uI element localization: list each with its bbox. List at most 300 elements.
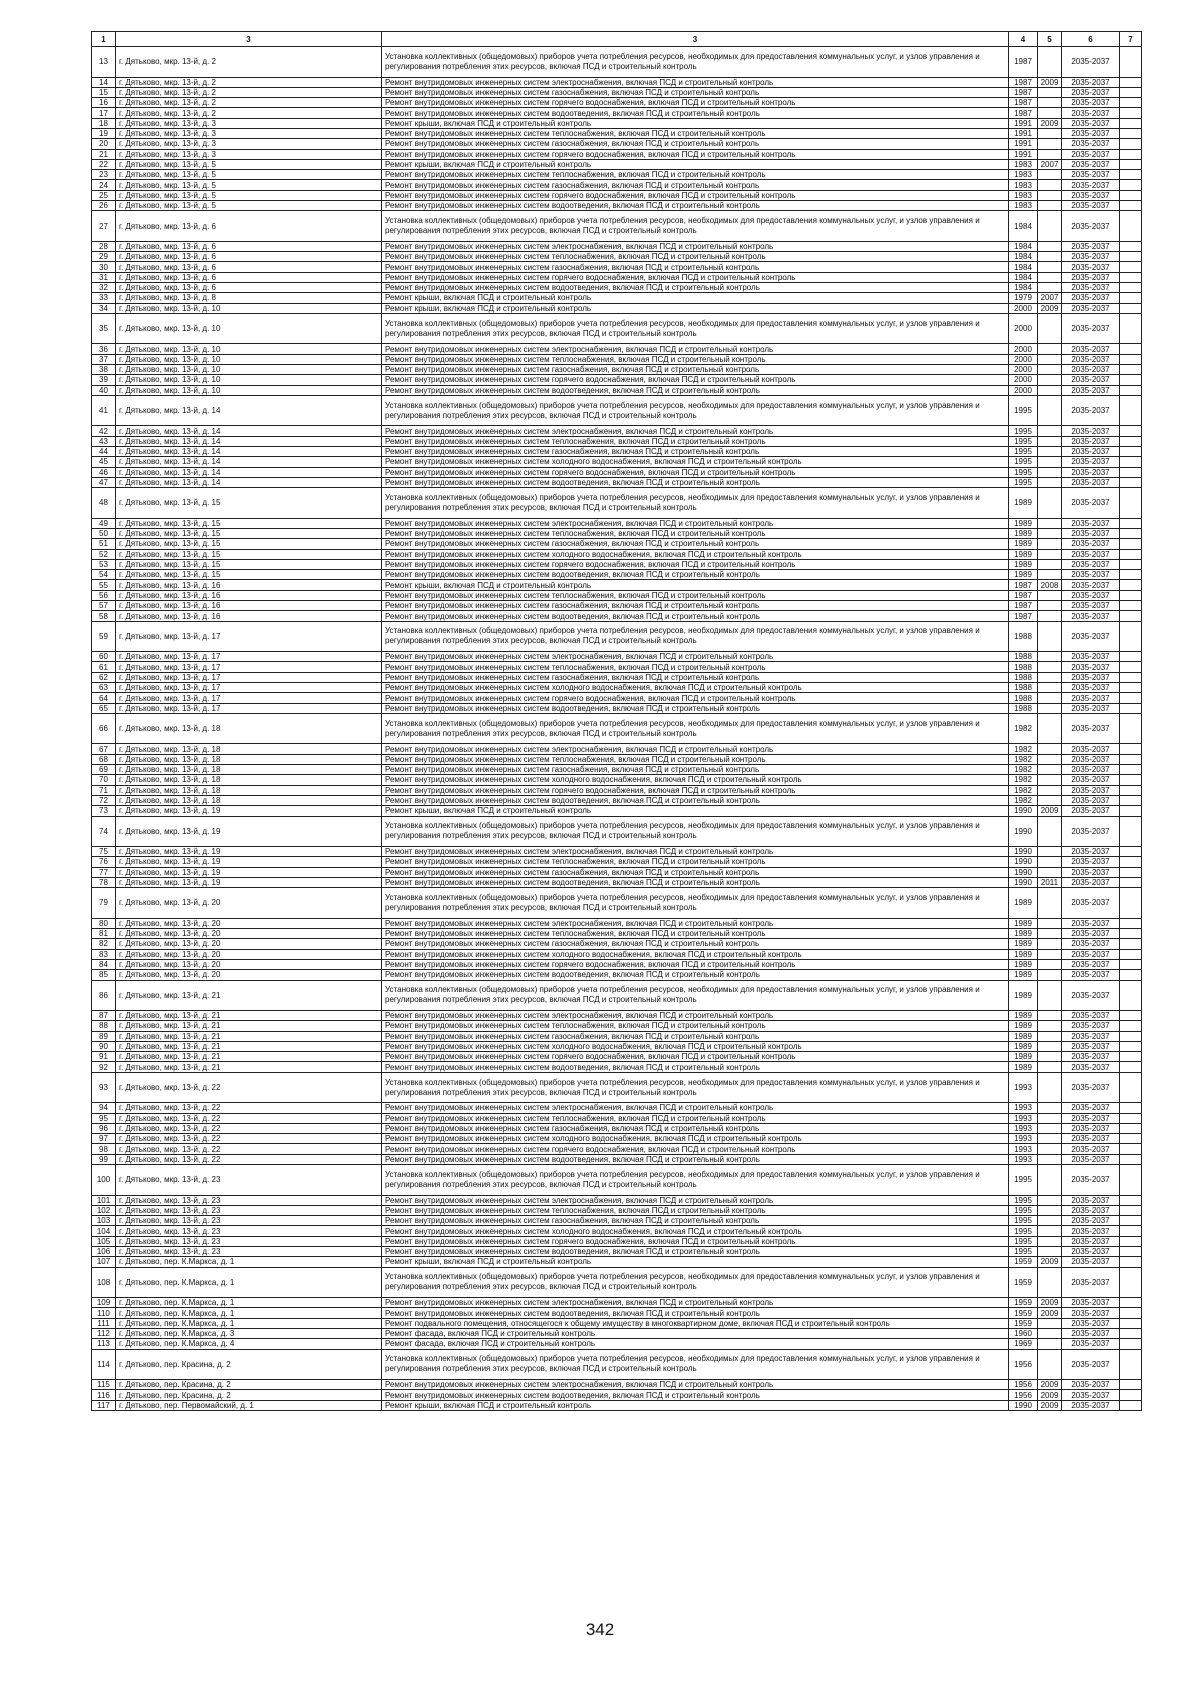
build-year-cell: 1956 xyxy=(1009,1380,1038,1390)
extra-cell xyxy=(1120,703,1142,713)
extra-cell xyxy=(1120,303,1142,313)
address-cell: г. Дятьково, мкр. 13-й, д. 22 xyxy=(116,1144,382,1154)
work-type-cell: Установка коллективных (общедомовых) приборов учета потребления ресурсов, необходимых для предоставления коммунальных услуг, и узлов управления и регулирования потребления этих ресурсов, включая ПСД и строительный контроль xyxy=(382,816,1009,847)
planned-period-cell: 2035-2037 xyxy=(1062,128,1120,138)
row-number: 47 xyxy=(92,477,116,487)
work-type-cell: Ремонт внутридомовых инженерных систем горячего водоснабжения, включая ПСД и строительный контроль xyxy=(382,959,1009,969)
row-number: 23 xyxy=(92,170,116,180)
planned-period-cell: 2035-2037 xyxy=(1062,272,1120,282)
planned-period-cell: 2035-2037 xyxy=(1062,672,1120,682)
address-cell: г. Дятьково, мкр. 13-й, д. 21 xyxy=(116,1031,382,1041)
table-row xyxy=(92,1062,1142,1072)
address-cell: г. Дятьково, мкр. 13-й, д. 10 xyxy=(116,385,382,395)
build-year-cell: 1987 xyxy=(1009,87,1038,97)
last-repair-year-cell xyxy=(1038,621,1062,652)
header-col-1: 1 xyxy=(92,32,116,47)
row-number: 26 xyxy=(92,201,116,211)
work-type-cell: Ремонт внутридомовых инженерных систем электроснабжения, включая ПСД и строительный контроль xyxy=(382,744,1009,754)
address-cell: г. Дятьково, мкр. 13-й, д. 23 xyxy=(116,1195,382,1205)
build-year-cell: 1956 xyxy=(1009,1349,1038,1380)
last-repair-year-cell: 2007 xyxy=(1038,293,1062,303)
row-number: 40 xyxy=(92,385,116,395)
last-repair-year-cell xyxy=(1038,1236,1062,1246)
last-repair-year-cell: 2009 xyxy=(1038,1380,1062,1390)
work-type-cell: Ремонт крыши, включая ПСД и строительный контроль xyxy=(382,293,1009,303)
work-type-cell: Ремонт внутридомовых инженерных систем водоотведения, включая ПСД и строительный контроль xyxy=(382,108,1009,118)
last-repair-year-cell: 2009 xyxy=(1038,77,1062,87)
last-repair-year-cell xyxy=(1038,683,1062,693)
address-cell: г. Дятьково, мкр. 13-й, д. 20 xyxy=(116,959,382,969)
extra-cell xyxy=(1120,867,1142,877)
extra-cell xyxy=(1120,467,1142,477)
build-year-cell: 1983 xyxy=(1009,159,1038,169)
address-cell: г. Дятьково, пер. К.Маркса, д. 1 xyxy=(116,1267,382,1298)
last-repair-year-cell xyxy=(1038,1103,1062,1113)
address-cell: г. Дятьково, мкр. 13-й, д. 3 xyxy=(116,128,382,138)
row-number: 59 xyxy=(92,621,116,652)
work-type-cell: Установка коллективных (общедомовых) приборов учета потребления ресурсов, необходимых для предоставления коммунальных услуг, и узлов управления и регулирования потребления этих ресурсов, включая ПСД и строительный контроль xyxy=(382,1072,1009,1103)
address-cell: г. Дятьково, мкр. 13-й, д. 16 xyxy=(116,611,382,621)
extra-cell xyxy=(1120,1349,1142,1380)
row-number: 22 xyxy=(92,159,116,169)
last-repair-year-cell xyxy=(1038,149,1062,159)
work-type-cell: Ремонт внутридомовых инженерных систем водоотведения, включая ПСД и строительный контроль xyxy=(382,611,1009,621)
work-type-cell: Ремонт внутридомовых инженерных систем теплоснабжения, включая ПСД и строительный контроль xyxy=(382,252,1009,262)
address-cell: г. Дятьково, мкр. 13-й, д. 22 xyxy=(116,1103,382,1113)
extra-cell xyxy=(1120,559,1142,569)
address-cell: г. Дятьково, мкр. 13-й, д. 23 xyxy=(116,1165,382,1196)
extra-cell xyxy=(1120,395,1142,426)
table-row xyxy=(92,1247,1142,1257)
build-year-cell: 1987 xyxy=(1009,580,1038,590)
table-row xyxy=(92,693,1142,703)
row-number: 75 xyxy=(92,847,116,857)
row-number: 24 xyxy=(92,180,116,190)
row-number: 113 xyxy=(92,1339,116,1349)
address-cell: г. Дятьково, мкр. 13-й, д. 10 xyxy=(116,313,382,344)
table-row xyxy=(92,621,1142,652)
address-cell: г. Дятьково, мкр. 13-й, д. 23 xyxy=(116,1236,382,1246)
build-year-cell: 1988 xyxy=(1009,621,1038,652)
address-cell: г. Дятьково, мкр. 13-й, д. 2 xyxy=(116,87,382,97)
build-year-cell: 2000 xyxy=(1009,375,1038,385)
last-repair-year-cell xyxy=(1038,190,1062,200)
build-year-cell: 1991 xyxy=(1009,118,1038,128)
address-cell: г. Дятьково, мкр. 13-й, д. 21 xyxy=(116,1021,382,1031)
address-cell: г. Дятьково, мкр. 13-й, д. 5 xyxy=(116,170,382,180)
work-type-cell: Ремонт внутридомовых инженерных систем водоотведения, включая ПСД и строительный контроль xyxy=(382,1154,1009,1164)
work-type-cell: Ремонт внутридомовых инженерных систем электроснабжения, включая ПСД и строительный контроль xyxy=(382,77,1009,87)
table-row xyxy=(92,1154,1142,1164)
extra-cell xyxy=(1120,375,1142,385)
extra-cell xyxy=(1120,713,1142,744)
build-year-cell: 1989 xyxy=(1009,929,1038,939)
planned-period-cell: 2035-2037 xyxy=(1062,539,1120,549)
row-number: 25 xyxy=(92,190,116,200)
build-year-cell: 1990 xyxy=(1009,867,1038,877)
address-cell: г. Дятьково, мкр. 13-й, д. 5 xyxy=(116,190,382,200)
address-cell: г. Дятьково, пер. К.Маркса, д. 1 xyxy=(116,1318,382,1328)
build-year-cell: 2000 xyxy=(1009,385,1038,395)
extra-cell xyxy=(1120,1154,1142,1164)
row-number: 37 xyxy=(92,354,116,364)
build-year-cell: 2000 xyxy=(1009,354,1038,364)
last-repair-year-cell xyxy=(1038,795,1062,805)
work-type-cell: Ремонт внутридомовых инженерных систем горячего водоснабжения, включая ПСД и строительный контроль xyxy=(382,98,1009,108)
table-row xyxy=(92,795,1142,805)
row-number: 66 xyxy=(92,713,116,744)
extra-cell xyxy=(1120,1144,1142,1154)
extra-cell xyxy=(1120,1205,1142,1215)
table-row xyxy=(92,1339,1142,1349)
address-cell: г. Дятьково, мкр. 13-й, д. 20 xyxy=(116,939,382,949)
address-cell: г. Дятьково, мкр. 13-й, д. 2 xyxy=(116,98,382,108)
planned-period-cell: 2035-2037 xyxy=(1062,457,1120,467)
work-type-cell: Ремонт внутридомовых инженерных систем горячего водоснабжения, включая ПСД и строительный контроль xyxy=(382,693,1009,703)
row-number: 72 xyxy=(92,795,116,805)
last-repair-year-cell xyxy=(1038,1154,1062,1164)
address-cell: г. Дятьково, мкр. 13-й, д. 18 xyxy=(116,744,382,754)
row-number: 99 xyxy=(92,1154,116,1164)
table-row xyxy=(92,313,1142,344)
planned-period-cell: 2035-2037 xyxy=(1062,149,1120,159)
table-row xyxy=(92,262,1142,272)
planned-period-cell: 2035-2037 xyxy=(1062,180,1120,190)
last-repair-year-cell xyxy=(1038,426,1062,436)
build-year-cell: 1969 xyxy=(1009,1339,1038,1349)
address-cell: г. Дятьково, мкр. 13-й, д. 3 xyxy=(116,118,382,128)
extra-cell xyxy=(1120,262,1142,272)
work-type-cell: Ремонт внутридомовых инженерных систем электроснабжения, включая ПСД и строительный контроль xyxy=(382,918,1009,928)
address-cell: г. Дятьково, мкр. 13-й, д. 17 xyxy=(116,693,382,703)
last-repair-year-cell xyxy=(1038,672,1062,682)
work-type-cell: Ремонт внутридомовых инженерных систем газоснабжения, включая ПСД и строительный контроль xyxy=(382,1031,1009,1041)
address-cell: г. Дятьково, мкр. 13-й, д. 6 xyxy=(116,252,382,262)
extra-cell xyxy=(1120,170,1142,180)
table-row xyxy=(92,1165,1142,1196)
extra-cell xyxy=(1120,477,1142,487)
last-repair-year-cell xyxy=(1038,918,1062,928)
planned-period-cell: 2035-2037 xyxy=(1062,1380,1120,1390)
address-cell: г. Дятьково, мкр. 13-й, д. 16 xyxy=(116,580,382,590)
row-number: 45 xyxy=(92,457,116,467)
extra-cell xyxy=(1120,601,1142,611)
row-number: 116 xyxy=(92,1390,116,1400)
row-number: 90 xyxy=(92,1041,116,1051)
row-number: 17 xyxy=(92,108,116,118)
table-row xyxy=(92,190,1142,200)
last-repair-year-cell xyxy=(1038,1205,1062,1215)
table-row xyxy=(92,1041,1142,1051)
work-type-cell: Ремонт внутридомовых инженерных систем газоснабжения, включая ПСД и строительный контроль xyxy=(382,1123,1009,1133)
table-row xyxy=(92,1318,1142,1328)
row-number: 39 xyxy=(92,375,116,385)
row-number: 106 xyxy=(92,1247,116,1257)
header-col-4: 4 xyxy=(1009,32,1038,47)
planned-period-cell: 2035-2037 xyxy=(1062,775,1120,785)
table-row xyxy=(92,128,1142,138)
table-row xyxy=(92,929,1142,939)
table-row xyxy=(92,211,1142,242)
table-row xyxy=(92,857,1142,867)
last-repair-year-cell xyxy=(1038,170,1062,180)
address-cell: г. Дятьково, мкр. 13-й, д. 22 xyxy=(116,1134,382,1144)
header-col-2: 3 xyxy=(116,32,382,47)
last-repair-year-cell xyxy=(1038,344,1062,354)
table-row xyxy=(92,365,1142,375)
work-type-cell: Ремонт внутридомовых инженерных систем холодного водоснабжения, включая ПСД и строительный контроль xyxy=(382,549,1009,559)
row-number: 102 xyxy=(92,1205,116,1215)
planned-period-cell: 2035-2037 xyxy=(1062,785,1120,795)
work-type-cell: Ремонт внутридомовых инженерных систем электроснабжения, включая ПСД и строительный контроль xyxy=(382,344,1009,354)
row-number: 97 xyxy=(92,1134,116,1144)
build-year-cell: 1960 xyxy=(1009,1329,1038,1339)
planned-period-cell: 2035-2037 xyxy=(1062,518,1120,528)
row-number: 68 xyxy=(92,754,116,764)
extra-cell xyxy=(1120,272,1142,282)
work-type-cell: Ремонт внутридомовых инженерных систем теплоснабжения, включая ПСД и строительный контроль xyxy=(382,754,1009,764)
last-repair-year-cell xyxy=(1038,590,1062,600)
address-cell: г. Дятьково, мкр. 13-й, д. 10 xyxy=(116,303,382,313)
extra-cell xyxy=(1120,959,1142,969)
table-row xyxy=(92,672,1142,682)
table-row xyxy=(92,477,1142,487)
build-year-cell: 1982 xyxy=(1009,785,1038,795)
work-type-cell: Ремонт внутридомовых инженерных систем горячего водоснабжения, включая ПСД и строительный контроль xyxy=(382,1144,1009,1154)
extra-cell xyxy=(1120,611,1142,621)
build-year-cell: 1990 xyxy=(1009,816,1038,847)
header-col-6: 6 xyxy=(1062,32,1120,47)
row-number: 108 xyxy=(92,1267,116,1298)
build-year-cell: 1984 xyxy=(1009,272,1038,282)
planned-period-cell: 2035-2037 xyxy=(1062,488,1120,519)
last-repair-year-cell xyxy=(1038,847,1062,857)
row-number: 54 xyxy=(92,570,116,580)
planned-period-cell: 2035-2037 xyxy=(1062,1308,1120,1318)
row-number: 43 xyxy=(92,436,116,446)
work-type-cell: Ремонт внутридомовых инженерных систем теплоснабжения, включая ПСД и строительный контроль xyxy=(382,128,1009,138)
row-number: 94 xyxy=(92,1103,116,1113)
address-cell: г. Дятьково, мкр. 13-й, д. 5 xyxy=(116,159,382,169)
planned-period-cell: 2035-2037 xyxy=(1062,1165,1120,1196)
extra-cell xyxy=(1120,118,1142,128)
address-cell: г. Дятьково, пер. К.Маркса, д. 3 xyxy=(116,1329,382,1339)
extra-cell xyxy=(1120,570,1142,580)
last-repair-year-cell xyxy=(1038,693,1062,703)
header-col-7: 7 xyxy=(1120,32,1142,47)
last-repair-year-cell xyxy=(1038,1123,1062,1133)
table-row xyxy=(92,108,1142,118)
extra-cell xyxy=(1120,1113,1142,1123)
table-row xyxy=(92,683,1142,693)
work-type-cell: Ремонт крыши, включая ПСД и строительный контроль xyxy=(382,580,1009,590)
address-cell: г. Дятьково, мкр. 13-й, д. 21 xyxy=(116,1011,382,1021)
last-repair-year-cell xyxy=(1038,283,1062,293)
work-type-cell: Ремонт фасада, включая ПСД и строительный контроль xyxy=(382,1339,1009,1349)
build-year-cell: 1995 xyxy=(1009,1226,1038,1236)
build-year-cell: 1987 xyxy=(1009,601,1038,611)
planned-period-cell: 2035-2037 xyxy=(1062,1390,1120,1400)
build-year-cell: 1989 xyxy=(1009,549,1038,559)
planned-period-cell: 2035-2037 xyxy=(1062,303,1120,313)
address-cell: г. Дятьково, мкр. 13-й, д. 19 xyxy=(116,857,382,867)
work-type-cell: Ремонт внутридомовых инженерных систем водоотведения, включая ПСД и строительный контроль xyxy=(382,477,1009,487)
row-number: 42 xyxy=(92,426,116,436)
planned-period-cell: 2035-2037 xyxy=(1062,621,1120,652)
last-repair-year-cell: 2009 xyxy=(1038,1298,1062,1308)
table-row xyxy=(92,303,1142,313)
extra-cell xyxy=(1120,385,1142,395)
build-year-cell: 1991 xyxy=(1009,128,1038,138)
last-repair-year-cell xyxy=(1038,529,1062,539)
planned-period-cell: 2035-2037 xyxy=(1062,252,1120,262)
planned-period-cell: 2035-2037 xyxy=(1062,877,1120,887)
row-number: 36 xyxy=(92,344,116,354)
extra-cell xyxy=(1120,1021,1142,1031)
planned-period-cell: 2035-2037 xyxy=(1062,1247,1120,1257)
planned-period-cell: 2035-2037 xyxy=(1062,77,1120,87)
last-repair-year-cell xyxy=(1038,1165,1062,1196)
extra-cell xyxy=(1120,939,1142,949)
row-number: 13 xyxy=(92,47,116,78)
extra-cell xyxy=(1120,1103,1142,1113)
table-row xyxy=(92,87,1142,97)
table-row xyxy=(92,1216,1142,1226)
address-cell: г. Дятьково, мкр. 13-й, д. 22 xyxy=(116,1154,382,1164)
planned-period-cell: 2035-2037 xyxy=(1062,1267,1120,1298)
work-type-cell: Ремонт внутридомовых инженерных систем холодного водоснабжения, включая ПСД и строительный контроль xyxy=(382,683,1009,693)
work-type-cell: Ремонт внутридомовых инженерных систем электроснабжения, включая ПСД и строительный контроль xyxy=(382,1195,1009,1205)
row-number: 64 xyxy=(92,693,116,703)
last-repair-year-cell xyxy=(1038,1031,1062,1041)
table-row xyxy=(92,1236,1142,1246)
planned-period-cell: 2035-2037 xyxy=(1062,159,1120,169)
address-cell: г. Дятьково, мкр. 13-й, д. 3 xyxy=(116,139,382,149)
build-year-cell: 1990 xyxy=(1009,877,1038,887)
planned-period-cell: 2035-2037 xyxy=(1062,1195,1120,1205)
work-type-cell: Ремонт внутридомовых инженерных систем водоотведения, включая ПСД и строительный контроль xyxy=(382,1247,1009,1257)
address-cell: г. Дятьково, мкр. 13-й, д. 8 xyxy=(116,293,382,303)
row-number: 84 xyxy=(92,959,116,969)
table-row xyxy=(92,1072,1142,1103)
table-row xyxy=(92,1257,1142,1267)
table-row xyxy=(92,1308,1142,1318)
extra-cell xyxy=(1120,201,1142,211)
last-repair-year-cell xyxy=(1038,385,1062,395)
table-row xyxy=(92,149,1142,159)
last-repair-year-cell xyxy=(1038,1041,1062,1051)
planned-period-cell: 2035-2037 xyxy=(1062,939,1120,949)
table-row xyxy=(92,662,1142,672)
last-repair-year-cell xyxy=(1038,570,1062,580)
extra-cell xyxy=(1120,426,1142,436)
address-cell: г. Дятьково, мкр. 13-й, д. 23 xyxy=(116,1205,382,1215)
last-repair-year-cell xyxy=(1038,108,1062,118)
table-row xyxy=(92,170,1142,180)
build-year-cell: 1989 xyxy=(1009,529,1038,539)
build-year-cell: 1989 xyxy=(1009,1041,1038,1051)
table-row xyxy=(92,1103,1142,1113)
address-cell: г. Дятьково, мкр. 13-й, д. 15 xyxy=(116,488,382,519)
work-type-cell: Установка коллективных (общедомовых) приборов учета потребления ресурсов, необходимых для предоставления коммунальных услуг, и узлов управления и регулирования потребления этих ресурсов, включая ПСД и строительный контроль xyxy=(382,395,1009,426)
planned-period-cell: 2035-2037 xyxy=(1062,570,1120,580)
table-row xyxy=(92,754,1142,764)
row-number: 105 xyxy=(92,1236,116,1246)
extra-cell xyxy=(1120,1318,1142,1328)
planned-period-cell: 2035-2037 xyxy=(1062,1154,1120,1164)
table-row xyxy=(92,1400,1142,1410)
build-year-cell: 1983 xyxy=(1009,170,1038,180)
row-number: 93 xyxy=(92,1072,116,1103)
last-repair-year-cell xyxy=(1038,375,1062,385)
last-repair-year-cell xyxy=(1038,1011,1062,1021)
planned-period-cell: 2035-2037 xyxy=(1062,795,1120,805)
last-repair-year-cell xyxy=(1038,313,1062,344)
last-repair-year-cell xyxy=(1038,549,1062,559)
work-type-cell: Ремонт внутридомовых инженерных систем водоотведения, включая ПСД и строительный контроль xyxy=(382,283,1009,293)
last-repair-year-cell xyxy=(1038,611,1062,621)
build-year-cell: 1959 xyxy=(1009,1257,1038,1267)
planned-period-cell: 2035-2037 xyxy=(1062,1205,1120,1215)
planned-period-cell: 2035-2037 xyxy=(1062,847,1120,857)
extra-cell xyxy=(1120,457,1142,467)
row-number: 28 xyxy=(92,241,116,251)
extra-cell xyxy=(1120,1134,1142,1144)
planned-period-cell: 2035-2037 xyxy=(1062,1134,1120,1144)
row-number: 86 xyxy=(92,980,116,1011)
last-repair-year-cell xyxy=(1038,1216,1062,1226)
planned-period-cell: 2035-2037 xyxy=(1062,1144,1120,1154)
planned-period-cell: 2035-2037 xyxy=(1062,888,1120,919)
table-row xyxy=(92,1380,1142,1390)
row-number: 61 xyxy=(92,662,116,672)
planned-period-cell: 2035-2037 xyxy=(1062,559,1120,569)
address-cell: г. Дятьково, мкр. 13-й, д. 18 xyxy=(116,765,382,775)
last-repair-year-cell xyxy=(1038,775,1062,785)
extra-cell xyxy=(1120,128,1142,138)
extra-cell xyxy=(1120,970,1142,980)
row-number: 112 xyxy=(92,1329,116,1339)
last-repair-year-cell xyxy=(1038,662,1062,672)
row-number: 111 xyxy=(92,1318,116,1328)
extra-cell xyxy=(1120,149,1142,159)
row-number: 69 xyxy=(92,765,116,775)
planned-period-cell: 2035-2037 xyxy=(1062,1031,1120,1041)
work-type-cell: Установка коллективных (общедомовых) приборов учета потребления ресурсов, необходимых для предоставления коммунальных услуг, и узлов управления и регулирования потребления этих ресурсов, включая ПСД и строительный контроль xyxy=(382,713,1009,744)
table-row xyxy=(92,939,1142,949)
work-type-cell: Ремонт внутридомовых инженерных систем газоснабжения, включая ПСД и строительный контроль xyxy=(382,765,1009,775)
last-repair-year-cell xyxy=(1038,744,1062,754)
table-row xyxy=(92,877,1142,887)
extra-cell xyxy=(1120,1236,1142,1246)
extra-cell xyxy=(1120,252,1142,262)
table-row xyxy=(92,98,1142,108)
work-type-cell: Ремонт крыши, включая ПСД и строительный контроль xyxy=(382,1400,1009,1410)
row-number: 34 xyxy=(92,303,116,313)
build-year-cell: 1995 xyxy=(1009,1195,1038,1205)
planned-period-cell: 2035-2037 xyxy=(1062,1318,1120,1328)
last-repair-year-cell xyxy=(1038,949,1062,959)
row-number: 53 xyxy=(92,559,116,569)
row-number: 18 xyxy=(92,118,116,128)
work-type-cell: Ремонт внутридомовых инженерных систем горячего водоснабжения, включая ПСД и строительный контроль xyxy=(382,375,1009,385)
row-number: 77 xyxy=(92,867,116,877)
last-repair-year-cell xyxy=(1038,139,1062,149)
row-number: 16 xyxy=(92,98,116,108)
row-number: 50 xyxy=(92,529,116,539)
extra-cell xyxy=(1120,159,1142,169)
work-type-cell: Ремонт внутридомовых инженерных систем водоотведения, включая ПСД и строительный контроль xyxy=(382,1390,1009,1400)
